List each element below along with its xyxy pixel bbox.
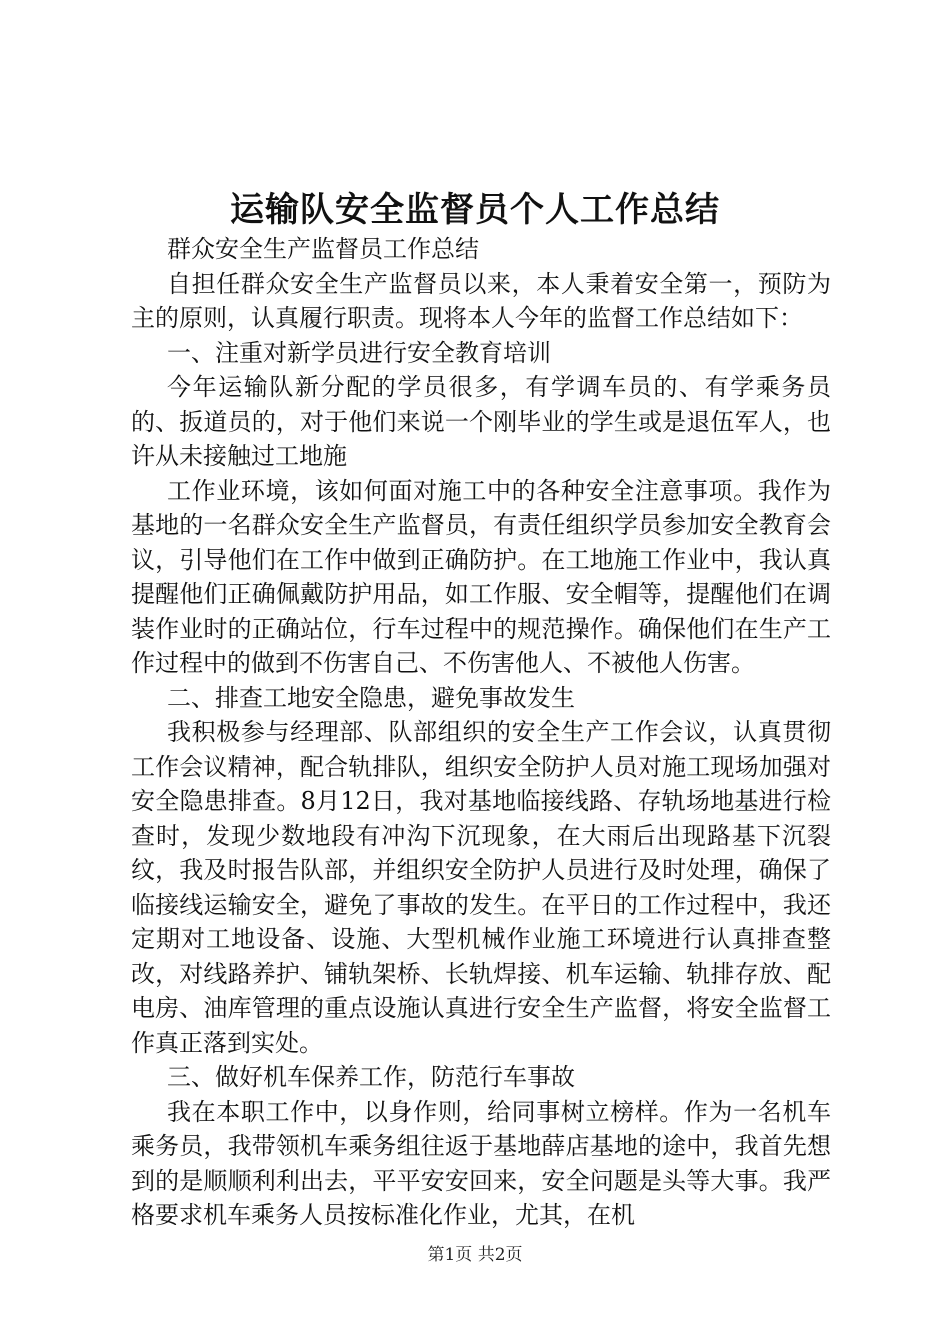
paragraph-section1-a: 今年运输队新分配的学员很多，有学调车员的、有学乘务员的、扳道员的，对于他们来说一个刚毕业的学生或是退伍军人，也许从未接触过工地施 bbox=[131, 373, 831, 470]
section-heading-2: 二、排查工地安全隐患，避免事故发生 bbox=[167, 683, 575, 712]
section-heading-3: 三、做好机车保养工作，防范行车事故 bbox=[167, 1063, 575, 1091]
document-body bbox=[131, 232, 831, 1233]
paragraph-section1-b: 工作业环境，该如何面对施工中的各种安全注意事项。我作为基地的一名群众安全生产监督员，有责任组织学员参加安全教育会议，引导他们在工作中做到正确防护。在工地施工作业中，我认真提醒他们正确佩戴防护用品，如工作服、安全帽等，提醒他们在调装作业时的正确站位，行车过程中的规范操作。确保他们在生产工作过程中的做到不伤害自己、不伤害他人、不被他人伤害。 bbox=[131, 476, 831, 677]
paragraph-section2: 我积极参与经理部、队部组织的安全生产工作会议，认真贯彻工作会议精神，配合轨排队，组织安全防护人员对施工现场加强对安全隐患排查。8月12日，我对基地临接线路、存轨场地基进行检查时，发现少数地段有冲沟下沉现象，在大雨后出现路基下沉裂纹，我及时报告队部，并组织安全防护人员进行及时处理，确保了临接线运输安全，避免了事故的发生。在平日的工作过程中，我还定期对工地设备、设施、大型机械作业施工环境进行认真排查整改，对线路养护、铺轨架桥、长轨焊接、机车运输、轨排存放、配电房、油库管理的重点设施认真进行安全生产监督，将安全监督工作真正落到实处。 bbox=[131, 718, 831, 1057]
paragraph-intro: 自担任群众安全生产监督员以来，本人秉着安全第一，预防为主的原则，认真履行职责。现将本人今年的监督工作总结如下： bbox=[131, 269, 831, 332]
page-footer: 第1页 共2页 bbox=[427, 1245, 523, 1265]
section-heading-1: 一、注重对新学员进行安全教育培训 bbox=[167, 338, 551, 367]
paragraph-section3: 我在本职工作中，以身作则，给同事树立榜样。作为一名机车乘务员，我带领机车乘务组往返于基地薛店基地的途中，我首先想到的是顺顺利利出去，平平安安回来，安全问题是头等大事。我严格要求机车乘务人员按标准化作业，尤其，在机 bbox=[131, 1097, 831, 1229]
document-title: 运输队安全监督员个人工作总结 bbox=[230, 190, 720, 230]
paragraph-subtitle: 群众安全生产监督员工作总结 bbox=[167, 235, 479, 263]
